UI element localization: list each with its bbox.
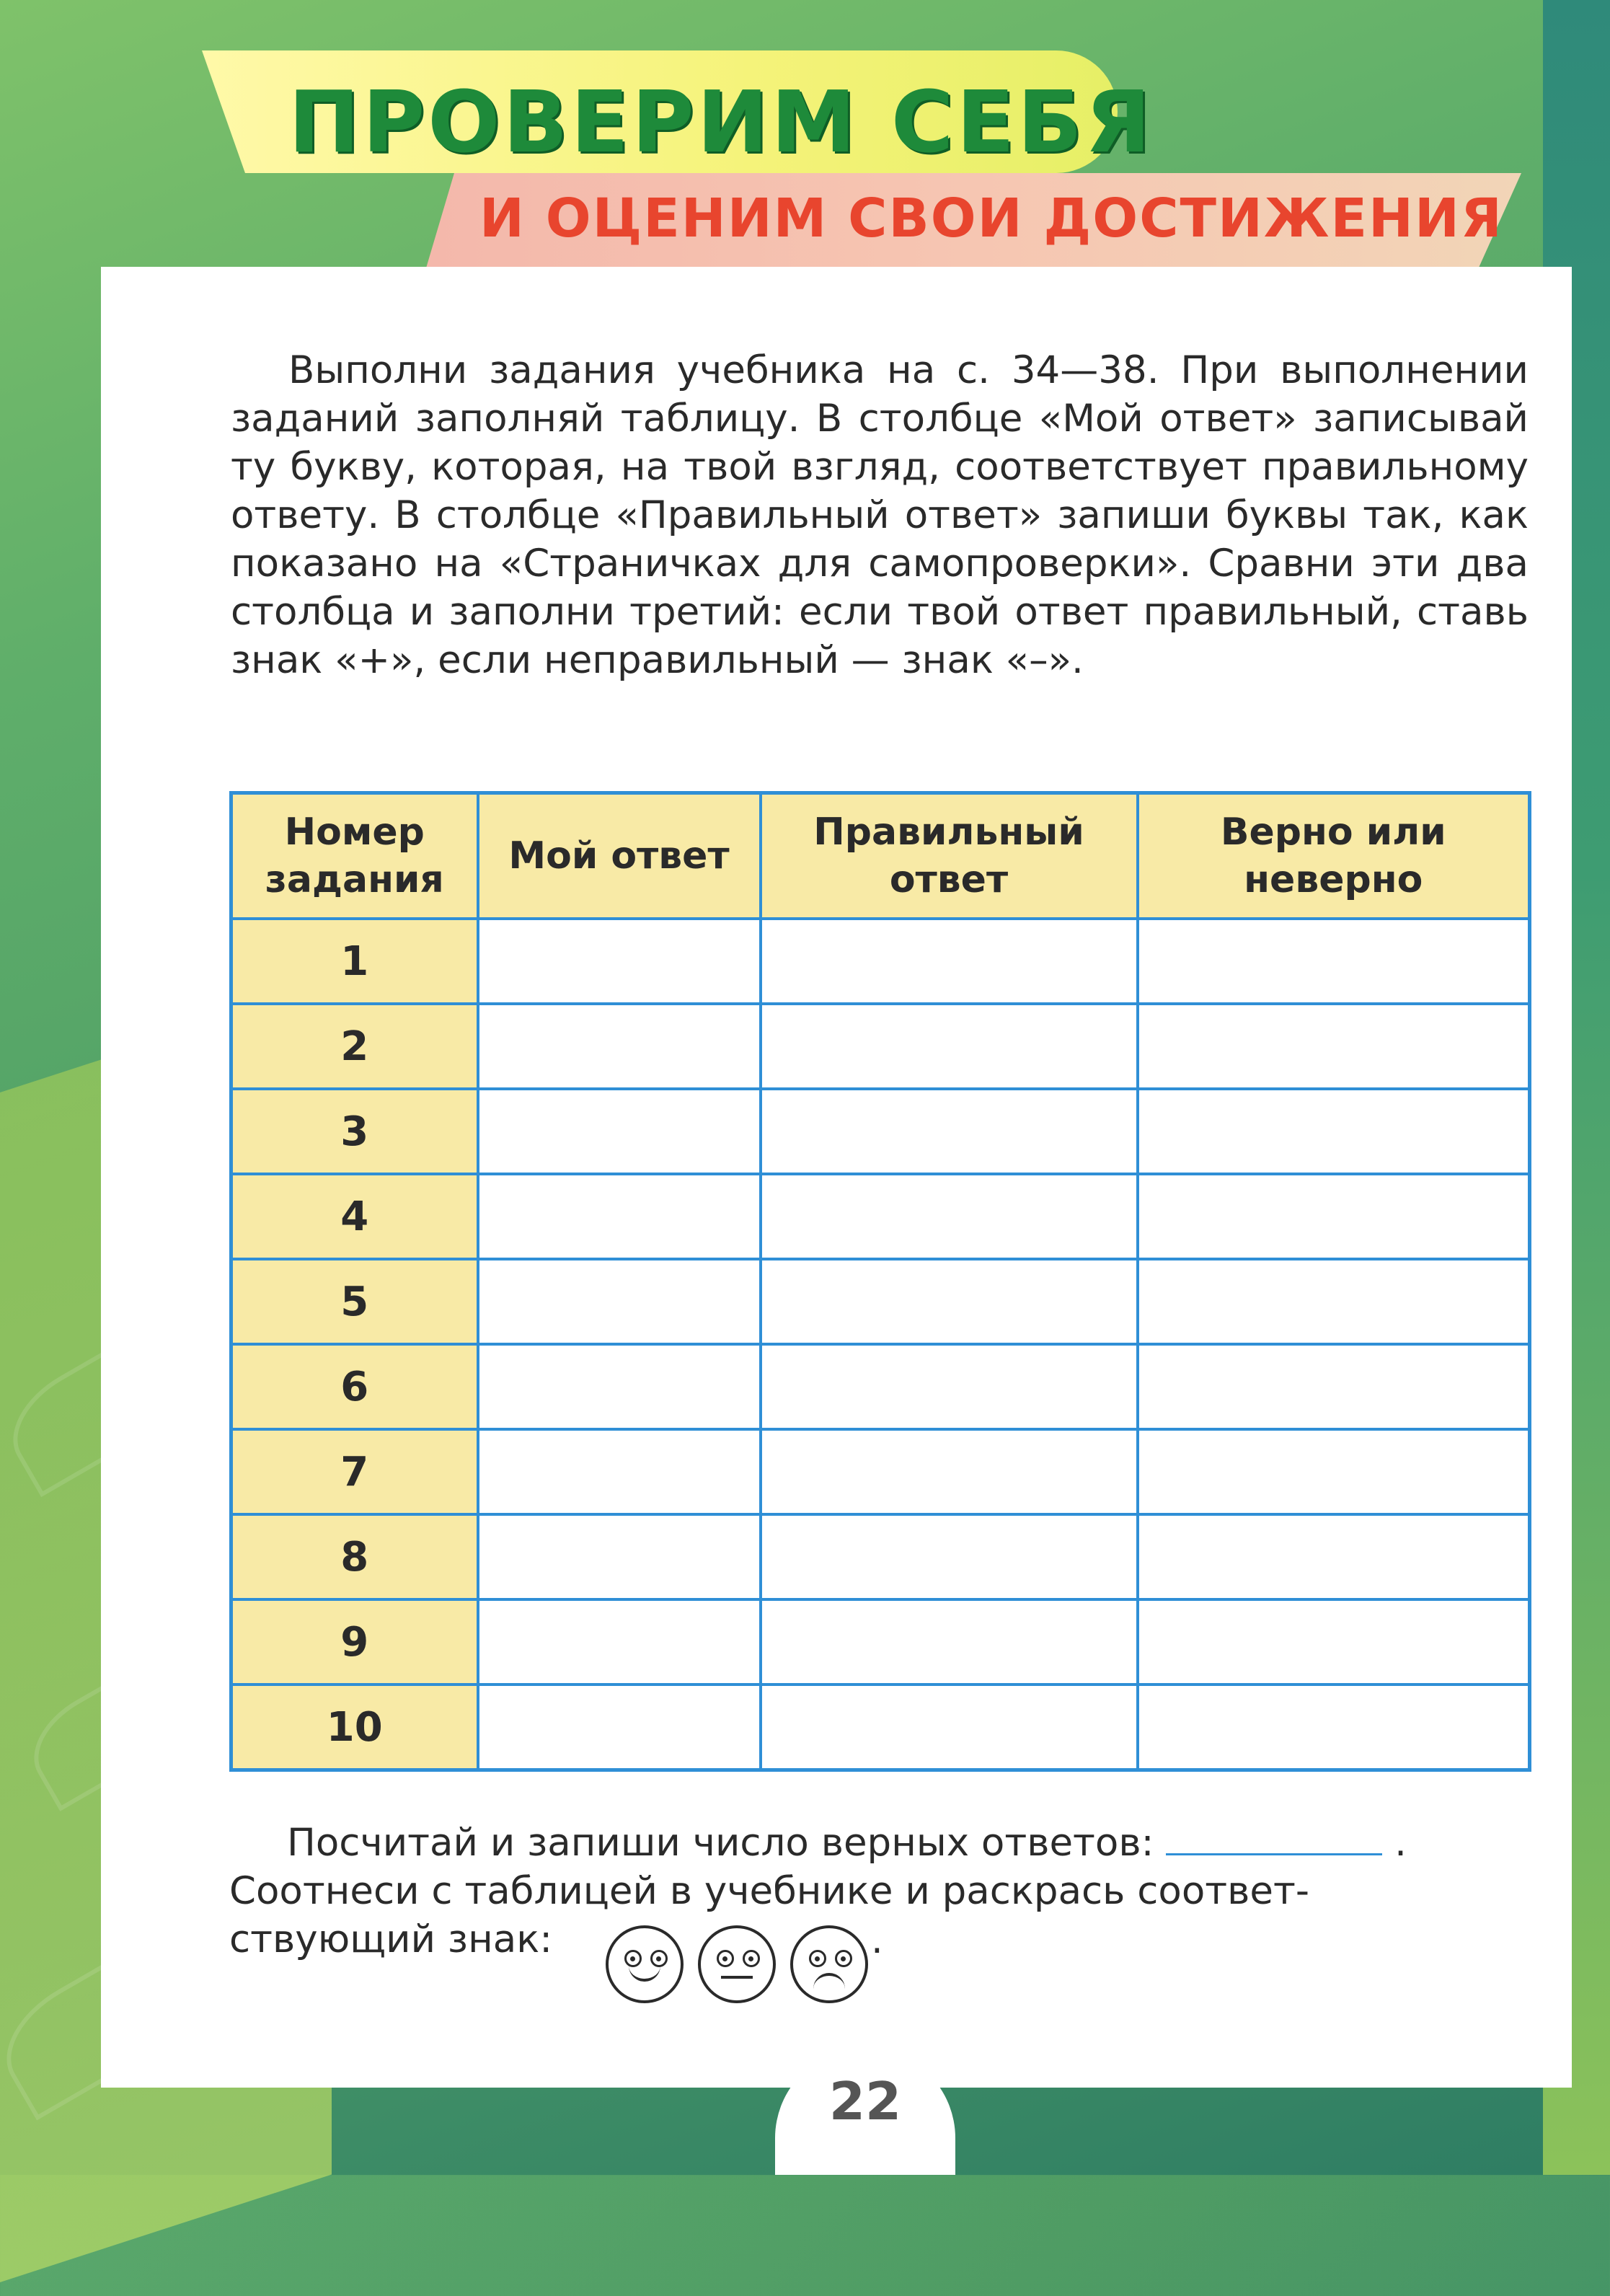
instructions-text: Выполни задания учебника на с. 34—38. При выполнении заданий заполняй таблицу. В столбце «Мой ответ» записывай ту букву, которая, на твой взгляд, соответствует правильному ответу. В столбце «Правильный ответ» запиши буквы так, как показано на «Страничках для самопроверки». Сравни эти два столбца и заполни третий: если твой ответ правильный, ставь знак «+», если неправильный — знак «–». xyxy=(231,348,1529,682)
right-or-wrong-cell[interactable] xyxy=(1138,1514,1530,1599)
table-row xyxy=(231,1174,1530,1259)
right-or-wrong-cell[interactable] xyxy=(1138,1174,1530,1259)
my-answer-cell[interactable] xyxy=(478,1599,761,1685)
footer-line-2: Соотнеси с таблицей в учебнике и раскрась соответ- xyxy=(229,1869,1309,1913)
page-title: ПРОВЕРИМ СЕБЯ xyxy=(288,72,1154,172)
right-or-wrong-cell[interactable] xyxy=(1138,1429,1530,1514)
task-number: 3 xyxy=(231,1089,478,1174)
answers-table xyxy=(229,791,1531,1772)
table-row xyxy=(231,1089,1530,1174)
count-prompt: Посчитай и запиши число верных ответов: xyxy=(287,1821,1154,1865)
my-answer-cell[interactable] xyxy=(478,1089,761,1174)
right-or-wrong-cell[interactable] xyxy=(1138,1259,1530,1344)
right-or-wrong-cell[interactable] xyxy=(1138,1599,1530,1685)
my-answer-cell[interactable] xyxy=(478,1514,761,1599)
right-or-wrong-cell[interactable] xyxy=(1138,1004,1530,1089)
my-answer-cell[interactable] xyxy=(478,1344,761,1429)
table-row xyxy=(231,1685,1530,1770)
table-row xyxy=(231,1599,1530,1685)
right-or-wrong-cell[interactable] xyxy=(1138,1685,1530,1770)
task-number: 1 xyxy=(231,919,478,1004)
my-answer-cell[interactable] xyxy=(478,1174,761,1259)
right-or-wrong-cell[interactable] xyxy=(1138,1089,1530,1174)
table-row xyxy=(231,1514,1530,1599)
task-number: 6 xyxy=(231,1344,478,1429)
task-number: 4 xyxy=(231,1174,478,1259)
correct-answer-cell[interactable] xyxy=(761,1004,1138,1089)
header-task-number: Номер задания xyxy=(231,793,478,919)
table-row xyxy=(231,1344,1530,1429)
table-row xyxy=(231,1429,1530,1514)
correct-answer-cell[interactable] xyxy=(761,1259,1138,1344)
period: . xyxy=(1394,1821,1407,1865)
task-number: 10 xyxy=(231,1685,478,1770)
correct-answer-cell[interactable] xyxy=(761,1344,1138,1429)
task-number: 2 xyxy=(231,1004,478,1089)
right-or-wrong-cell[interactable] xyxy=(1138,919,1530,1004)
task-number: 5 xyxy=(231,1259,478,1344)
task-number: 8 xyxy=(231,1514,478,1599)
header-correct-answer: Правильный ответ xyxy=(761,793,1138,919)
correct-answer-cell[interactable] xyxy=(761,1599,1138,1685)
page-number: 22 xyxy=(828,2071,902,2132)
correct-answer-cell[interactable] xyxy=(761,1685,1138,1770)
right-or-wrong-cell[interactable] xyxy=(1138,1344,1530,1429)
correct-count-input[interactable] xyxy=(1166,1824,1382,1855)
header-right-or-wrong: Верно или неверно xyxy=(1138,793,1530,919)
faces-row xyxy=(606,1925,894,2005)
sad-face-icon[interactable] xyxy=(790,1925,868,2003)
my-answer-cell[interactable] xyxy=(478,1259,761,1344)
page-subtitle: И ОЦЕНИМ СВОИ ДОСТИЖЕНИЯ xyxy=(479,187,1503,250)
table-row xyxy=(231,1004,1530,1089)
correct-answer-cell[interactable] xyxy=(761,1174,1138,1259)
correct-answer-cell[interactable] xyxy=(761,1089,1138,1174)
my-answer-cell[interactable] xyxy=(478,1685,761,1770)
table-row xyxy=(231,1259,1530,1344)
correct-answer-cell[interactable] xyxy=(761,919,1138,1004)
correct-answer-cell[interactable] xyxy=(761,1514,1138,1599)
neutral-face-icon[interactable] xyxy=(698,1925,776,2003)
header-my-answer: Мой ответ xyxy=(478,793,761,919)
my-answer-cell[interactable] xyxy=(478,919,761,1004)
my-answer-cell[interactable] xyxy=(478,1004,761,1089)
task-number: 7 xyxy=(231,1429,478,1514)
task-number: 9 xyxy=(231,1599,478,1685)
happy-face-icon[interactable] xyxy=(606,1925,684,2003)
table-row xyxy=(231,919,1530,1004)
correct-answer-cell[interactable] xyxy=(761,1429,1138,1514)
my-answer-cell[interactable] xyxy=(478,1429,761,1514)
table-header-row xyxy=(231,793,1530,919)
footer-line-3: ствующий знак: xyxy=(229,1917,553,1961)
faces-period: . xyxy=(871,1918,883,1962)
